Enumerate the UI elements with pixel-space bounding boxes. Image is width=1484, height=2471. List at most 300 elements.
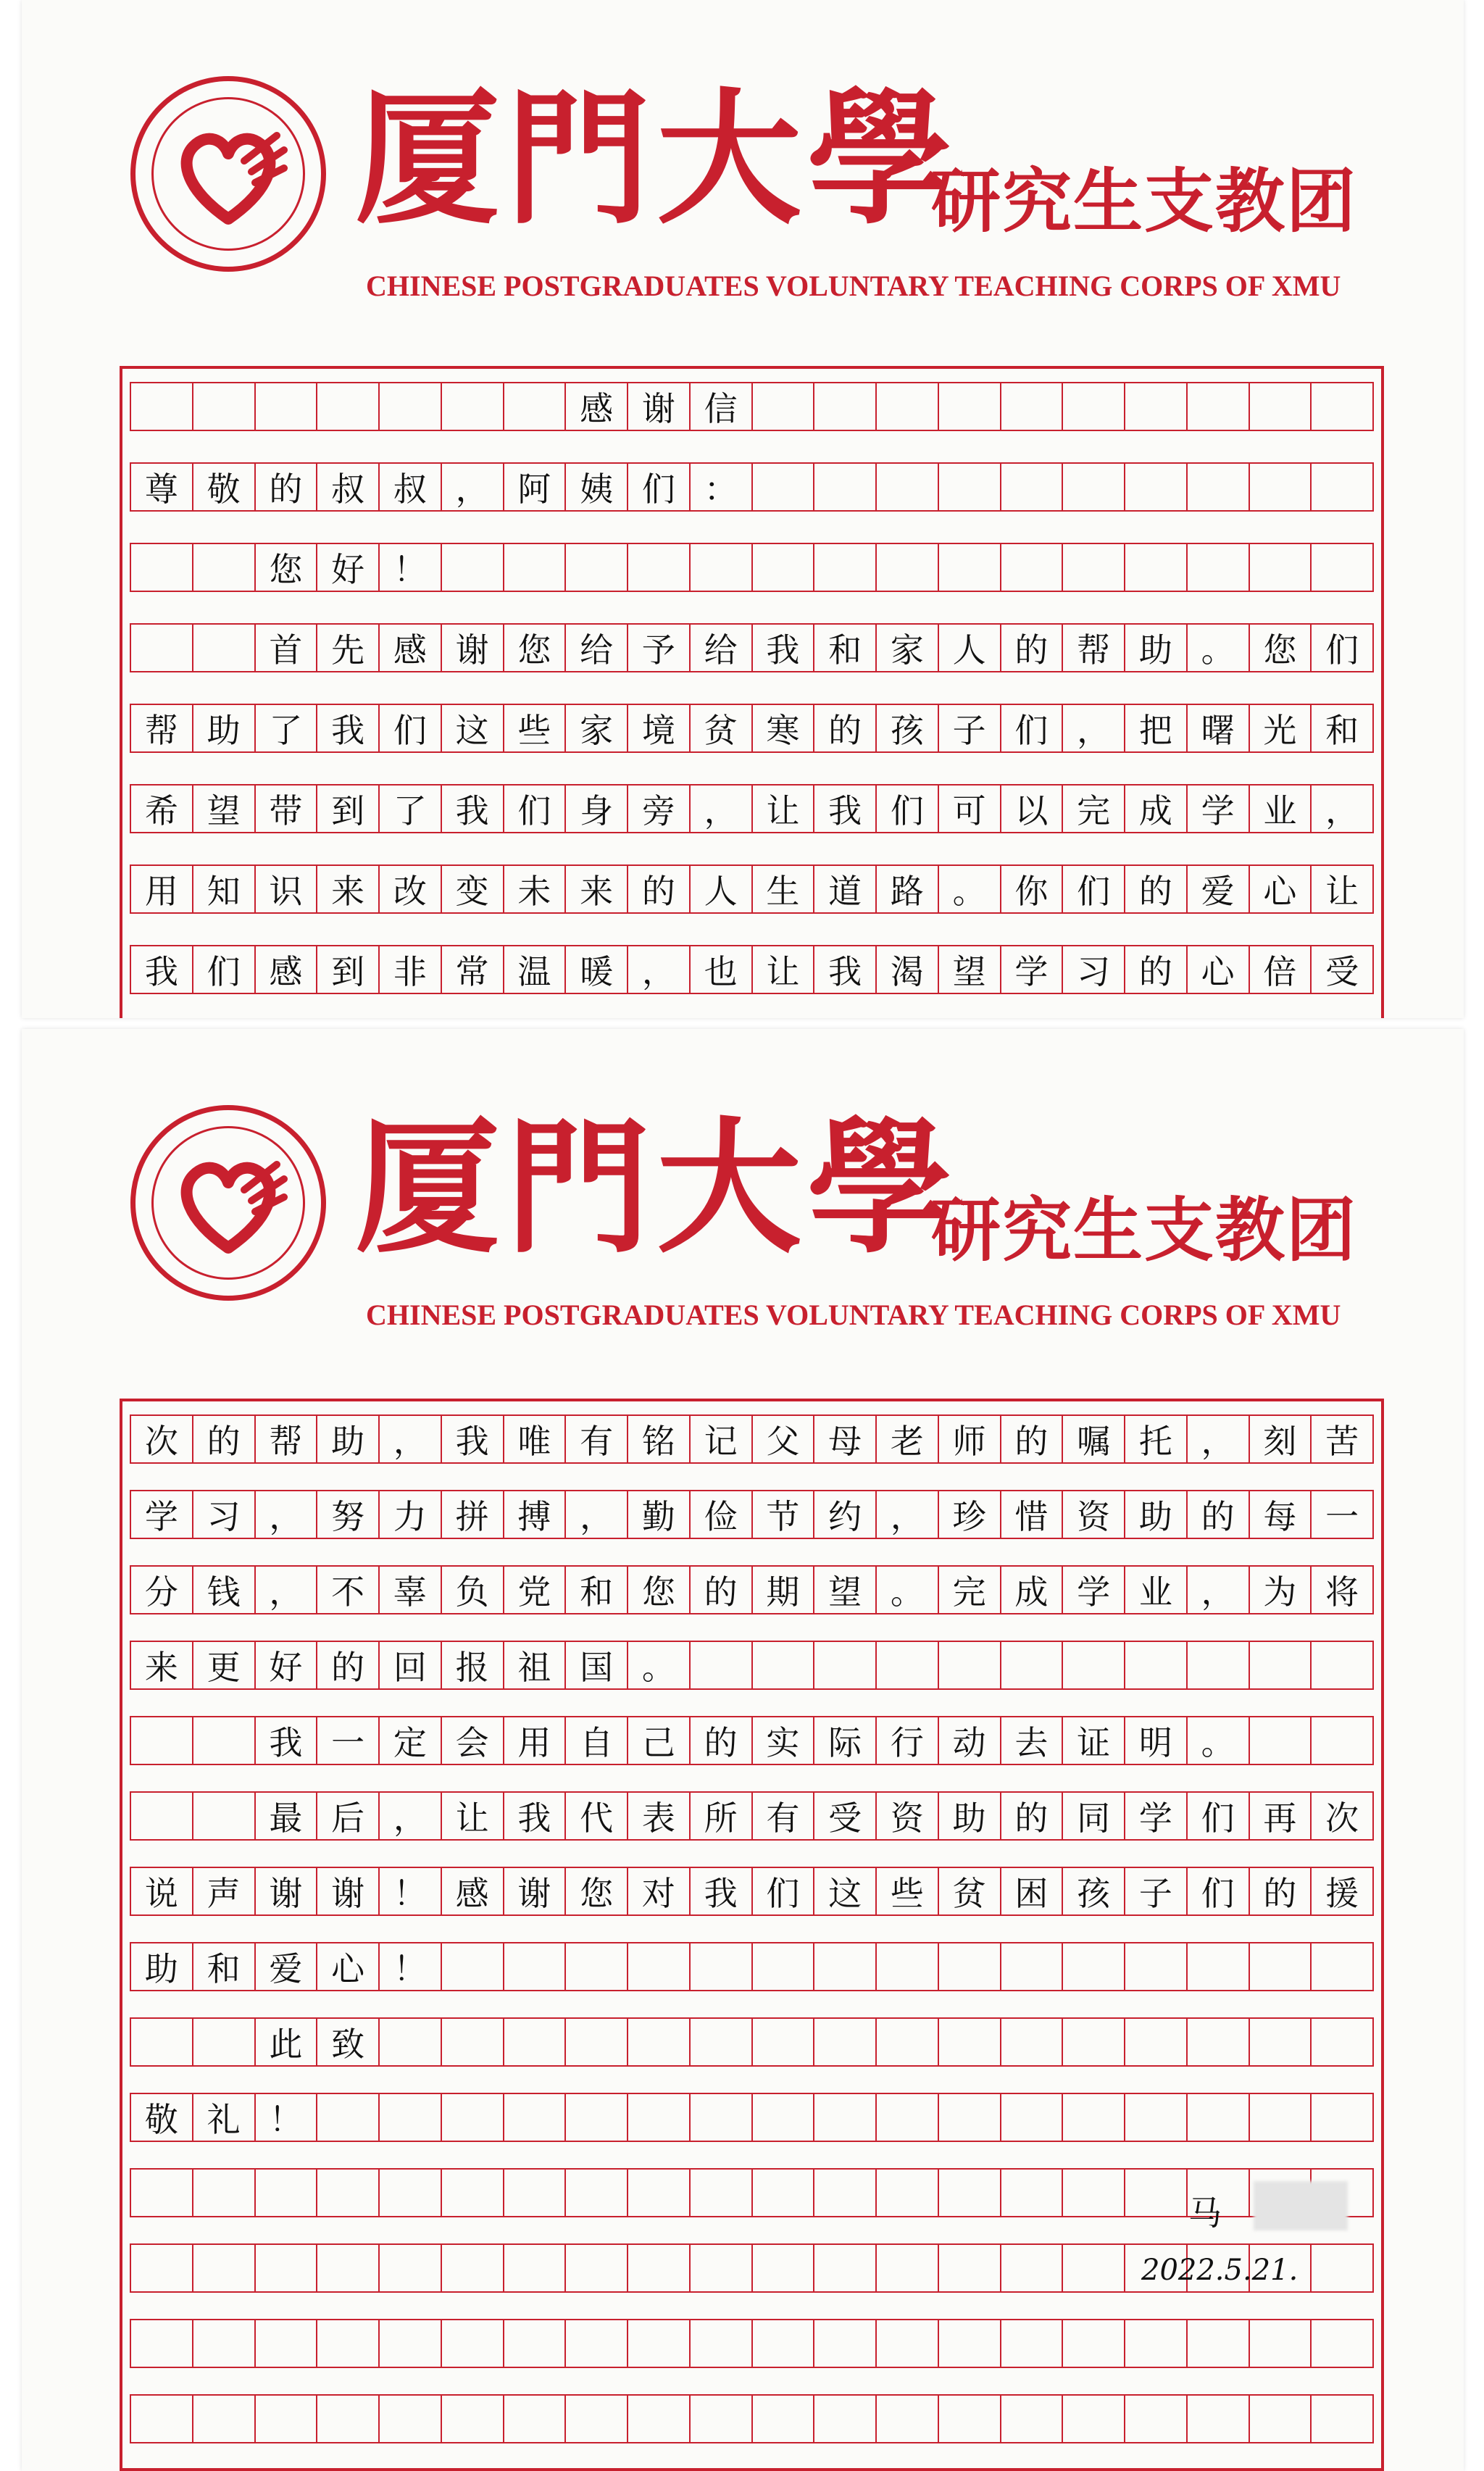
grid-cell: ， (875, 1490, 938, 1539)
grid-cell: 证 (1062, 1716, 1124, 1765)
grid-cell (627, 1942, 689, 1991)
grid-cell: 非 (378, 945, 441, 994)
grid-cell: 的 (689, 1565, 751, 1614)
grid-cell: 敬 (130, 2093, 192, 2142)
redacted-signature (1254, 2181, 1348, 2230)
grid-cell (503, 2394, 565, 2443)
grid-cell: 们 (1310, 623, 1374, 672)
grid-cell (1310, 2319, 1374, 2368)
letterhead (22, 0, 1464, 302)
grid-cell: 我 (316, 704, 378, 753)
grid-cell: ， (627, 945, 689, 994)
grid-cell: 己 (627, 1716, 689, 1765)
grid-cell (1062, 1641, 1124, 1690)
grid-cell: 叔 (378, 462, 441, 512)
grid-cell: 我 (254, 1716, 317, 1765)
grid-cell: 姨 (564, 462, 627, 512)
grid-cell (751, 1942, 814, 1991)
grid-cell (378, 2093, 441, 2142)
grid-cell (316, 2093, 378, 2142)
grid-cell: 些 (875, 1867, 938, 1916)
grid-cell (1000, 2093, 1062, 2142)
grid-cell: 我 (751, 623, 814, 672)
grid-cell: 礼 (192, 2093, 254, 2142)
grid-cell (875, 2168, 938, 2217)
grid-cell (254, 382, 317, 431)
grid-cell (1062, 2168, 1124, 2217)
grid-cell: 温 (503, 945, 565, 994)
grid-cell (1310, 2017, 1374, 2067)
grid-cell: 人 (689, 864, 751, 914)
grid-cell: 知 (192, 864, 254, 914)
grid-cell: 实 (751, 1716, 814, 1765)
grid-cell (1186, 2093, 1249, 2142)
grid-cell (813, 2017, 875, 2067)
grid-cell (441, 2168, 503, 2217)
grid-cell: ！ (378, 1867, 441, 1916)
grid-cell (192, 2394, 254, 2443)
grid-cell: 成 (1000, 1565, 1062, 1614)
grid-cell (441, 2319, 503, 2368)
grid-cell (1000, 2017, 1062, 2067)
grid-cell: 好 (316, 543, 378, 592)
grid-cell: 对 (627, 1867, 689, 1916)
grid-cell: 习 (1062, 945, 1124, 994)
grid-cell: 报 (441, 1641, 503, 1690)
grid-cell (1310, 1641, 1374, 1690)
grid-cell: 你 (1000, 864, 1062, 914)
grid-cell: 们 (875, 784, 938, 833)
grid-cell: ， (441, 462, 503, 512)
grid-cell (1062, 382, 1124, 431)
grid-cell (192, 2243, 254, 2293)
grid-cell: 学 (130, 1490, 192, 1539)
grid-cell (441, 2243, 503, 2293)
grid-cell (1249, 2394, 1311, 2443)
grid-cell: 和 (1310, 704, 1374, 753)
grid-cell: 予 (627, 623, 689, 672)
grid-cell (938, 2093, 1000, 2142)
grid-cell (1062, 2394, 1124, 2443)
grid-cell: 母 (813, 1414, 875, 1464)
grid-cell: 信 (689, 382, 751, 431)
grid-cell: 好 (254, 1641, 317, 1690)
grid-cell: 我 (130, 945, 192, 994)
grid-cell: ， (254, 1565, 317, 1614)
grid-cell: 托 (1124, 1414, 1186, 1464)
grid-cell (441, 1942, 503, 1991)
grid-cell (813, 543, 875, 592)
grid-cell: 苦 (1310, 1414, 1374, 1464)
grid-cell (564, 2168, 627, 2217)
grid-cell: ！ (254, 2093, 317, 2142)
grid-cell (130, 543, 192, 592)
grid-cell (192, 543, 254, 592)
grid-cell: ， (689, 784, 751, 833)
grid-cell (813, 1641, 875, 1690)
grid-cell: 最 (254, 1791, 317, 1841)
grid-cell (627, 2093, 689, 2142)
grid-cell: 每 (1249, 1490, 1311, 1539)
grid-cell (1249, 382, 1311, 431)
grid-cell: 孩 (1062, 1867, 1124, 1916)
grid-cell: 望 (813, 1565, 875, 1614)
grid-cell (441, 382, 503, 431)
grid-cell (378, 2243, 441, 2293)
grid-row (130, 2168, 1374, 2217)
grid-cell (1000, 2319, 1062, 2368)
grid-cell (875, 2243, 938, 2293)
grid-cell: 的 (1186, 1490, 1249, 1539)
grid-cell: 勤 (627, 1490, 689, 1539)
grid-cell: 约 (813, 1490, 875, 1539)
grid-cell: 唯 (503, 1414, 565, 1464)
grid-cell (1310, 1716, 1374, 1765)
grid-cell (689, 2319, 751, 2368)
grid-cell: 祖 (503, 1641, 565, 1690)
grid-cell (254, 2168, 317, 2217)
grid-cell: 贫 (938, 1867, 1000, 1916)
grid-cell (751, 382, 814, 431)
grid-cell: 动 (938, 1716, 1000, 1765)
letter-page-2 (22, 1029, 1464, 2471)
grid-row (130, 543, 1374, 592)
grid-cell: 的 (689, 1716, 751, 1765)
grid-cell: 节 (751, 1490, 814, 1539)
grid-cell: 您 (564, 1867, 627, 1916)
grid-cell (689, 2243, 751, 2293)
grid-cell: 钱 (192, 1565, 254, 1614)
grid-cell: 变 (441, 864, 503, 914)
grid-cell: 负 (441, 1565, 503, 1614)
grid-cell (1310, 543, 1374, 592)
grid-cell: 道 (813, 864, 875, 914)
grid-cell (192, 1791, 254, 1841)
grid-cell (689, 2168, 751, 2217)
grid-cell (1124, 2017, 1186, 2067)
grid-cell: 以 (1000, 784, 1062, 833)
grid-cell (1310, 462, 1374, 512)
grid-cell: 叔 (316, 462, 378, 512)
grid-cell (751, 543, 814, 592)
grid-cell (875, 2017, 938, 2067)
grid-cell (130, 1791, 192, 1841)
grid-cell (627, 2168, 689, 2217)
grid-cell: 让 (441, 1791, 503, 1841)
grid-cell: 完 (1062, 784, 1124, 833)
grid-cell: 自 (564, 1716, 627, 1765)
grid-cell: 受 (813, 1791, 875, 1841)
grid-cell (1310, 382, 1374, 431)
grid-cell: 成 (1124, 784, 1186, 833)
grid-cell (1000, 2394, 1062, 2443)
grid-cell (875, 2319, 938, 2368)
grid-cell (875, 2093, 938, 2142)
grid-cell: 心 (1186, 945, 1249, 994)
grid-cell: 的 (1124, 864, 1186, 914)
grid-cell (938, 1641, 1000, 1690)
grid-cell: 学 (1000, 945, 1062, 994)
grid-cell: 心 (316, 1942, 378, 1991)
grid-cell (875, 462, 938, 512)
grid-cell (316, 2243, 378, 2293)
grid-cell: 们 (1062, 864, 1124, 914)
grid-cell: 同 (1062, 1791, 1124, 1841)
heart-hands-icon (136, 81, 321, 267)
grid-cell (1000, 462, 1062, 512)
grid-cell (503, 2319, 565, 2368)
grid-cell (316, 382, 378, 431)
grid-cell: ， (378, 1414, 441, 1464)
grid-cell: 我 (813, 784, 875, 833)
grid-cell (130, 2168, 192, 2217)
grid-cell: 搏 (503, 1490, 565, 1539)
grid-cell: 努 (316, 1490, 378, 1539)
grid-cell (441, 2093, 503, 2142)
grid-cell: 可 (938, 784, 1000, 833)
grid-cell (1000, 2243, 1062, 2293)
grid-cell (1310, 1942, 1374, 1991)
grid-cell (316, 2168, 378, 2217)
grid-cell: 感 (564, 382, 627, 431)
grid-cell: 俭 (689, 1490, 751, 1539)
grid-row (130, 2093, 1374, 2142)
grid-cell: 党 (503, 1565, 565, 1614)
grid-cell: 学 (1186, 784, 1249, 833)
grid-cell: 给 (564, 623, 627, 672)
grid-cell: 用 (503, 1716, 565, 1765)
grid-cell: 说 (130, 1867, 192, 1916)
grid-cell (1124, 2394, 1186, 2443)
grid-cell: 感 (378, 623, 441, 672)
grid-cell: 珍 (938, 1490, 1000, 1539)
corps-name-cn: 研究生支教团 (931, 161, 1357, 242)
grid-cell: 爱 (1186, 864, 1249, 914)
grid-cell (751, 2093, 814, 2142)
grid-cell (1124, 1641, 1186, 1690)
grid-cell (875, 1942, 938, 1991)
grid-cell: 的 (192, 1414, 254, 1464)
grid-cell (130, 2394, 192, 2443)
grid-cell (378, 2319, 441, 2368)
grid-cell: ！ (378, 1942, 441, 1991)
grid-cell (1186, 1641, 1249, 1690)
grid-cell (1310, 2093, 1374, 2142)
grid-cell (689, 543, 751, 592)
grid-cell: 谢 (441, 623, 503, 672)
grid-cell (938, 2017, 1000, 2067)
grid-cell (1000, 382, 1062, 431)
grid-cell (1124, 543, 1186, 592)
grid-cell: 一 (316, 1716, 378, 1765)
grid-cell: 的 (1000, 1414, 1062, 1464)
grid-cell: 助 (130, 1942, 192, 1991)
grid-cell: 感 (441, 1867, 503, 1916)
grid-cell: 学 (1124, 1791, 1186, 1841)
grid-cell: 识 (254, 864, 317, 914)
grid-cell: 感 (254, 945, 317, 994)
grid-cell (254, 2243, 317, 2293)
grid-cell (627, 2243, 689, 2293)
letterhead (22, 1029, 1464, 1331)
grid-cell (875, 543, 938, 592)
grid-cell: 把 (1124, 704, 1186, 753)
signature-name: 马 (1188, 2193, 1222, 2233)
grid-cell (938, 543, 1000, 592)
grid-cell: 习 (192, 1490, 254, 1539)
grid-row (130, 2017, 1374, 2067)
grid-cell (689, 2093, 751, 2142)
grid-cell (503, 2168, 565, 2217)
grid-cell (751, 2017, 814, 2067)
grid-cell: 改 (378, 864, 441, 914)
grid-cell: 的 (1124, 945, 1186, 994)
grid-row (130, 1942, 1374, 1991)
grid-cell: 分 (130, 1565, 192, 1614)
grid-cell: 记 (689, 1414, 751, 1464)
grid-cell: 完 (938, 1565, 1000, 1614)
grid-cell (1062, 462, 1124, 512)
grid-cell: ！ (378, 543, 441, 592)
grid-row (130, 1716, 1374, 1765)
grid-cell: 了 (378, 784, 441, 833)
grid-cell: ， (378, 1791, 441, 1841)
grid-cell: 谢 (254, 1867, 317, 1916)
grid-cell (564, 543, 627, 592)
grid-cell: 们 (192, 945, 254, 994)
grid-cell: 您 (503, 623, 565, 672)
grid-cell (192, 2168, 254, 2217)
grid-row (130, 1565, 1374, 1614)
grid-cell (1124, 462, 1186, 512)
grid-cell (441, 2394, 503, 2443)
grid-cell (503, 2017, 565, 2067)
grid-cell: 定 (378, 1716, 441, 1765)
grid-cell: 为 (1249, 1565, 1311, 1614)
grid-cell: 您 (627, 1565, 689, 1614)
grid-cell (564, 2017, 627, 2067)
grid-row (130, 1490, 1374, 1539)
university-name: 厦門大學 (355, 1103, 959, 1273)
writing-grid (120, 1399, 1384, 2471)
grid-cell: 业 (1249, 784, 1311, 833)
grid-row (130, 623, 1374, 672)
grid-cell: 回 (378, 1641, 441, 1690)
grid-cell: ， (1186, 1565, 1249, 1614)
grid-cell (130, 382, 192, 431)
grid-cell: 业 (1124, 1565, 1186, 1614)
grid-cell: 曙 (1186, 704, 1249, 753)
grid-row (130, 945, 1374, 994)
grid-cell (130, 623, 192, 672)
grid-cell (1310, 2394, 1374, 2443)
grid-cell: 境 (627, 704, 689, 753)
grid-cell: ， (1062, 704, 1124, 753)
grid-cell: 。 (1186, 623, 1249, 672)
grid-cell: 心 (1249, 864, 1311, 914)
grid-cell (1186, 543, 1249, 592)
grid-cell (564, 2243, 627, 2293)
grid-cell: 刻 (1249, 1414, 1311, 1464)
grid-cell: 寒 (751, 704, 814, 753)
grid-cell: 嘱 (1062, 1414, 1124, 1464)
grid-cell: 身 (564, 784, 627, 833)
grid-cell: 助 (1124, 623, 1186, 672)
grid-cell (938, 2243, 1000, 2293)
grid-cell (1000, 1641, 1062, 1690)
grid-cell (316, 2319, 378, 2368)
grid-cell: 希 (130, 784, 192, 833)
grid-cell: 次 (1310, 1791, 1374, 1841)
grid-cell: 来 (564, 864, 627, 914)
grid-cell: 的 (1249, 1867, 1311, 1916)
grid-row (130, 382, 1374, 431)
grid-cell (689, 1942, 751, 1991)
grid-cell: 们 (378, 704, 441, 753)
grid-cell (503, 1942, 565, 1991)
grid-cell (751, 1641, 814, 1690)
grid-cell (130, 2243, 192, 2293)
grid-row (130, 864, 1374, 914)
grid-cell: 将 (1310, 1565, 1374, 1614)
grid-cell (751, 2394, 814, 2443)
grid-cell: 首 (254, 623, 317, 672)
grid-row (130, 1867, 1374, 1916)
grid-cell: 孩 (875, 704, 938, 753)
grid-cell: 子 (1124, 1867, 1186, 1916)
grid-cell (564, 2319, 627, 2368)
grid-cell: 会 (441, 1716, 503, 1765)
grid-cell: 让 (751, 784, 814, 833)
grid-cell: 的 (254, 462, 317, 512)
grid-cell (1000, 2168, 1062, 2217)
grid-cell: 谢 (503, 1867, 565, 1916)
grid-cell: 们 (1186, 1791, 1249, 1841)
grid-cell (1249, 2319, 1311, 2368)
university-seal-logo (130, 76, 326, 272)
grid-cell: 谢 (627, 382, 689, 431)
grid-cell: 用 (130, 864, 192, 914)
grid-cell (1062, 2319, 1124, 2368)
grid-cell: 资 (875, 1791, 938, 1841)
grid-cell: 表 (627, 1791, 689, 1841)
grid-cell: ， (254, 1490, 317, 1539)
grid-cell: 我 (813, 945, 875, 994)
grid-cell (1062, 2093, 1124, 2142)
grid-cell (441, 2017, 503, 2067)
grid-cell (441, 543, 503, 592)
grid-cell: 资 (1062, 1490, 1124, 1539)
grid-cell (938, 2319, 1000, 2368)
grid-cell: 常 (441, 945, 503, 994)
grid-cell (564, 2394, 627, 2443)
grid-cell: 受 (1310, 945, 1374, 994)
grid-cell (813, 382, 875, 431)
grid-cell (1000, 543, 1062, 592)
grid-cell: 。 (627, 1641, 689, 1690)
grid-row (130, 462, 1374, 512)
grid-cell (1062, 1942, 1124, 1991)
grid-cell (751, 2319, 814, 2368)
grid-cell: 路 (875, 864, 938, 914)
grid-cell: 辜 (378, 1565, 441, 1614)
grid-cell (1249, 1641, 1311, 1690)
grid-cell: 。 (1186, 1716, 1249, 1765)
grid-cell: 的 (1000, 623, 1062, 672)
grid-cell: 来 (130, 1641, 192, 1690)
grid-cell (1310, 2243, 1374, 2293)
grid-cell: 敬 (192, 462, 254, 512)
